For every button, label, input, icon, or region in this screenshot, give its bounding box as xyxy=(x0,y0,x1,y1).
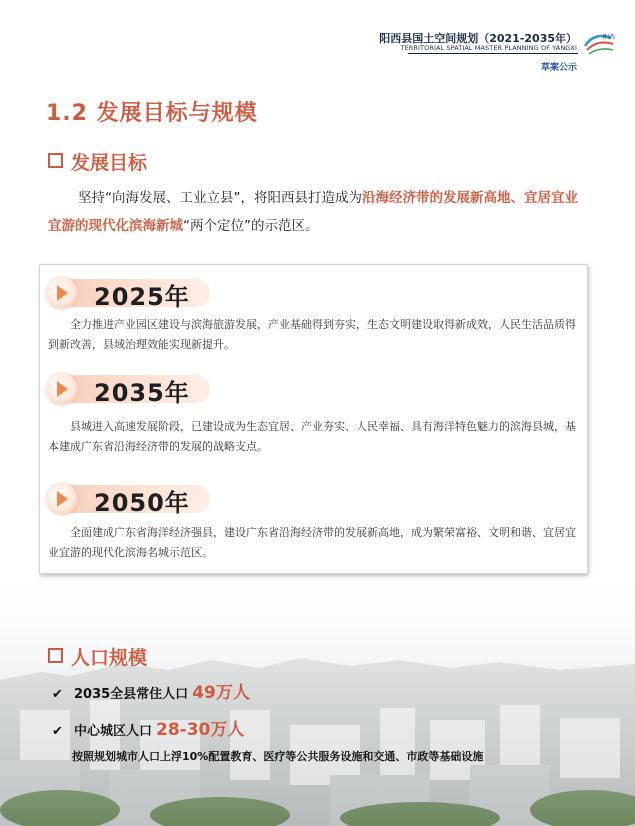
yangxi-logo-icon xyxy=(581,26,617,62)
goals-panel xyxy=(39,264,588,574)
year-label: 2035年 xyxy=(94,379,190,407)
header-subtitle: TERRITORIAL SPATIAL MASTER PLANNING OF YANGXI xyxy=(400,44,577,52)
intro-text-1: 坚持“向海发展、工业立县”，将阳西县打造成为 xyxy=(78,190,362,206)
population-value: 49万人 xyxy=(192,683,250,703)
page-header xyxy=(0,0,635,80)
play-circle-icon xyxy=(46,483,78,515)
year-header-2035 xyxy=(48,375,288,407)
square-bullet-icon xyxy=(48,648,63,663)
population-label: 2035全县常住人口 xyxy=(74,687,189,702)
population-row-center xyxy=(52,715,244,740)
goals-heading xyxy=(48,148,147,175)
year-header-2025 xyxy=(48,279,288,311)
year-label: 2025年 xyxy=(94,283,190,311)
population-heading-text: 人口规模 xyxy=(71,647,148,669)
checkmark-icon: ✔ xyxy=(52,687,63,702)
header-title: 阳西县国土空间规划（2021-2035年） xyxy=(379,32,577,45)
year-description: 全面建成广东省海洋经济强县，建设广东省沿海经济带的发展新高地，成为繁荣富裕、文明和谐、宜居宜业宜游的现代化滨海名城示范区。 xyxy=(48,526,576,559)
population-row-county xyxy=(52,678,250,703)
logo-text: 阳西 xyxy=(603,34,616,41)
play-circle-icon xyxy=(46,373,78,405)
year-description: 全力推进产业园区建设与滨海旅游发展，产业基础得到夯实，生态文明建设取得新成效，人民生活品质得到新改善，县域治理效能实现新提升。 xyxy=(48,318,576,351)
population-heading xyxy=(48,643,147,670)
population-note: 按照规划城市人口上浮10%配置教育、医疗等公共服务设施和交通、市政等基础设施 xyxy=(72,750,484,763)
header-divider xyxy=(408,53,578,54)
intro-highlight: 沿海经济带的发展新高地、宜居宜业宜游的现代化滨海新城 xyxy=(48,190,578,234)
year-label: 2050年 xyxy=(94,489,190,517)
square-bullet-icon xyxy=(48,153,63,168)
section-title: 1.2 发展目标与规模 xyxy=(46,101,258,126)
year-header-2050 xyxy=(48,485,288,517)
intro-text-2: “两个定位”的示范区。 xyxy=(183,218,319,234)
population-label: 中心城区人口 xyxy=(74,724,153,739)
goals-intro xyxy=(48,184,588,240)
population-value: 28-30万人 xyxy=(156,720,245,740)
year-description: 县城进入高速发展阶段，已建设成为生态宜居、产业夯实、人民幸福、具有海洋特色魅力的滨海县城，基本建成广东省沿海经济带的发展的战略支点。 xyxy=(48,420,576,453)
play-circle-icon xyxy=(46,277,78,309)
draft-badge: 草案公示 xyxy=(540,63,577,73)
goals-heading-text: 发展目标 xyxy=(71,152,148,174)
checkmark-icon: ✔ xyxy=(52,724,63,739)
